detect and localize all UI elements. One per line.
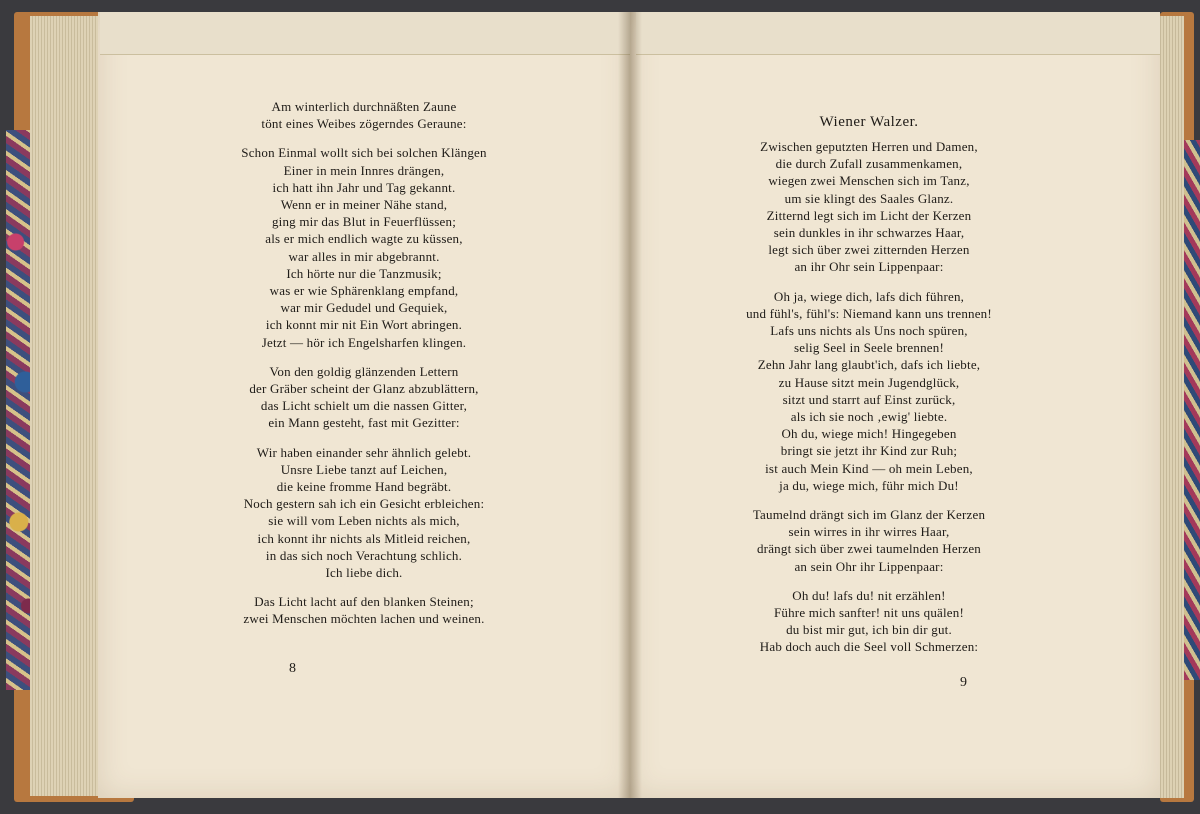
tissue-overlay-right [636,12,1160,55]
page-number-right: 9 [960,675,967,690]
verse-line: sie will vom Leben nichts als mich, [268,513,460,529]
verse-line: Am winterlich durchnäßten Zaune [271,99,457,114]
tissue-overlay-left [100,12,630,55]
verse-line: war mir Gedudel und Gequiek, [280,300,448,316]
verse-line: ich konnt mir nit Ein Wort abringen. [265,317,463,333]
stanza [700,138,1038,276]
verse-line: Wir haben einander sehr ähnlich gelebt. [256,444,472,460]
verse-line: drängt sich über zwei taumelnden Herzen [756,541,981,557]
poem-title: Wiener Walzer. [819,114,919,130]
verse-line: Noch gestern sah ich ein Gesicht erbleichen: [243,496,485,512]
stanza [700,587,1038,656]
verse-line: zu Hause sitzt mein Jugendglück, [778,374,960,390]
verse-line: ging mir das Blut in Feuerflüssen; [271,214,457,230]
verse-line: an sein Ohr ihr Lippenpaar: [794,558,944,574]
stanza [196,363,532,432]
page-number-left: 8 [289,661,296,676]
verse-line: Zwischen geputzten Herren und Damen, [760,139,978,154]
verse-line: legt sich über zwei zitternden Herzen [768,242,970,258]
verse-line: als ich sie noch ‚ewig' liebte. [790,409,948,425]
verse-line: Zehn Jahr lang glaubt'ich, dafs ich liebte, [757,357,981,373]
verse-line: Wenn er in meiner Nähe stand, [280,197,448,213]
stanza [196,593,532,627]
verse-line: Ich hörte nur die Tanzmusik; [286,265,442,281]
stanza [700,506,1038,575]
stanza [196,98,532,132]
book-gutter [618,12,642,798]
verse-line: tönt eines Weibes zögerndes Geraune: [261,116,467,132]
verse-line: ist auch Mein Kind — oh mein Leben, [765,460,973,476]
verse-line: bringt sie jetzt ihr Kind zur Ruh; [780,443,958,459]
verse-line: Führe mich sanfter! nit uns quälen! [773,605,965,621]
verse-line: die keine fromme Hand begräbt. [276,479,452,495]
verse-line: Taumelnd drängt sich im Glanz der Kerzen [752,507,986,523]
page-edges-left [30,16,103,796]
stanza [700,288,1038,494]
right-poem-text [700,138,1038,668]
verse-line: Oh ja, wiege dich, lafs dich führen, [773,288,965,304]
verse-line: als er mich endlich wagte zu küssen, [265,231,463,247]
verse-line: Ich liebe dich. [325,565,403,581]
verse-line: Oh du! lafs du! nit erzählen! [792,587,946,603]
verse-line: Oh du, wiege mich! Hingegeben [781,426,957,442]
verse-line: Von den goldig glänzenden Lettern [269,363,459,379]
verse-line: was er wie Sphärenklang empfand, [269,283,459,299]
verse-line: sein wirres in ihr wirres Haar, [788,524,950,540]
page-edges-right [1158,16,1184,798]
verse-line: zwei Menschen möchten lachen und weinen. [243,611,485,627]
verse-line: Jetzt — hör ich Engelsharfen klingen. [261,334,467,350]
marbled-paper-right [1184,140,1200,680]
verse-line: ich hatt ihn Jahr und Tag gekannt. [272,179,456,195]
stanza [196,144,532,350]
left-poem-text [196,98,532,640]
verse-line: du bist mir gut, ich bin dir gut. [786,622,952,638]
verse-line: Schon Einmal wollt sich bei solchen Klängen [241,145,487,161]
stanza [196,444,532,582]
verse-line: ein Mann gesteht, fast mit Gezitter: [268,415,460,431]
verse-line: sein dunkles in ihr schwarzes Haar, [773,225,965,241]
verse-line: Zitternd legt sich im Licht der Kerzen [766,207,972,223]
verse-line: ja du, wiege mich, führ mich Du! [779,477,959,493]
verse-line: wiegen zwei Menschen sich im Tanz, [768,173,970,189]
verse-line: war alles in mir abgebrannt. [288,248,440,264]
verse-line: Lafs uns nichts als Uns noch spüren, [770,323,968,339]
verse-line: Unsre Liebe tanzt auf Leichen, [280,461,448,477]
verse-line: um sie klingt des Saales Glanz. [784,190,954,206]
verse-line: und fühl's, fühl's: Niemand kann uns trennen! [746,305,992,321]
verse-line: an ihr Ohr sein Lippenpaar: [794,259,944,275]
verse-line: das Licht schielt um die nassen Gitter, [260,398,468,414]
verse-line: Hab doch auch die Seel voll Schmerzen: [759,639,979,655]
verse-line: Einer in mein Innres drängen, [283,162,445,178]
verse-line: in das sich noch Verachtung schlich. [265,547,463,563]
verse-line: sitzt und starrt auf Einst zurück, [782,391,956,407]
verse-line: die durch Zufall zusammenkamen, [775,156,963,172]
verse-line: ich konnt ihr nichts als Mitleid reichen, [257,530,471,546]
verse-line: Das Licht lacht auf den blanken Steinen; [254,594,474,610]
verse-line: der Gräber scheint der Glanz abzublättern, [249,381,479,397]
verse-line: selig Seel in Seele brennen! [794,340,944,356]
